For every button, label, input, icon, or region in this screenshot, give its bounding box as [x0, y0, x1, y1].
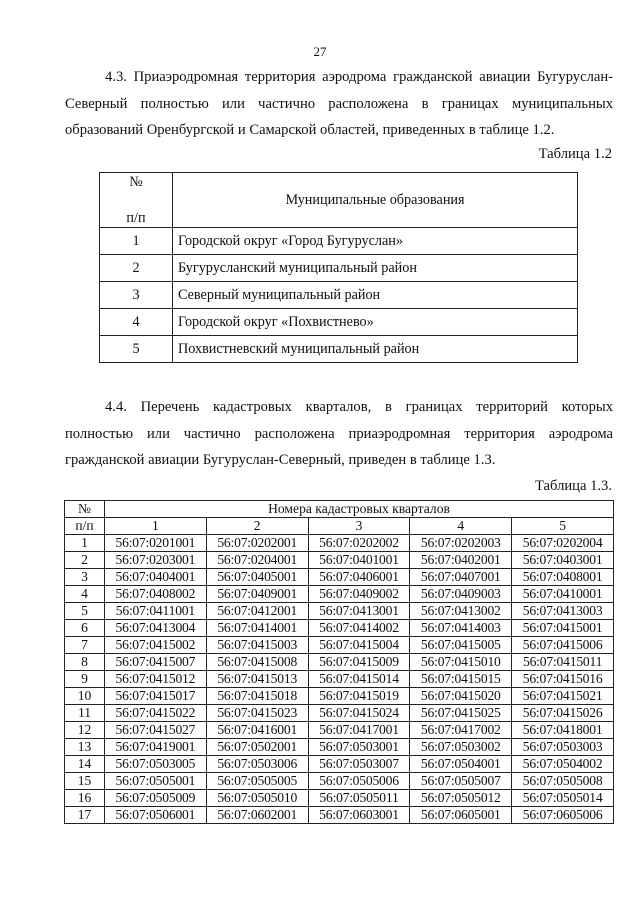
cadastral-quarter-number: 56:07:0413001 [308, 603, 410, 620]
table-row [65, 807, 614, 824]
cadastral-quarter-number: 56:07:0414003 [410, 620, 512, 637]
municipalities-table [99, 172, 578, 363]
cadastral-quarter-number: 56:07:0405001 [206, 569, 308, 586]
row-number: 13 [65, 739, 105, 756]
cadastral-quarter-number: 56:07:0415021 [512, 688, 614, 705]
column-header: 4 [410, 518, 512, 535]
cadastral-quarter-number: 56:07:0415025 [410, 705, 512, 722]
cadastral-quarter-number: 56:07:0409001 [206, 586, 308, 603]
row-number: 10 [65, 688, 105, 705]
municipality-name: Северный муниципальный район [173, 282, 578, 309]
cadastral-quarter-number: 56:07:0602001 [206, 807, 308, 824]
cadastral-quarter-number: 56:07:0415019 [308, 688, 410, 705]
row-number: 3 [65, 569, 105, 586]
table-row [100, 255, 578, 282]
table-1-3-header-num-sign: № [65, 501, 105, 518]
cadastral-quarter-number: 56:07:0505012 [410, 790, 512, 807]
cadastral-quarter-number: 56:07:0415018 [206, 688, 308, 705]
cadastral-quarter-number: 56:07:0414002 [308, 620, 410, 637]
cadastral-quarter-number: 56:07:0413002 [410, 603, 512, 620]
cadastral-quarter-number: 56:07:0415015 [410, 671, 512, 688]
cadastral-quarter-number: 56:07:0505014 [512, 790, 614, 807]
cadastral-quarter-number: 56:07:0415005 [410, 637, 512, 654]
municipality-name: Похвистневский муниципальный район [173, 336, 578, 363]
row-number: 1 [100, 228, 173, 255]
table-row [65, 637, 614, 654]
row-number: 3 [100, 282, 173, 309]
cadastral-quarter-number: 56:07:0505007 [410, 773, 512, 790]
row-number: 11 [65, 705, 105, 722]
cadastral-quarter-number: 56:07:0409002 [308, 586, 410, 603]
cadastral-quarter-number: 56:07:0505001 [105, 773, 207, 790]
row-number: 4 [65, 586, 105, 603]
table-row [65, 535, 614, 552]
cadastral-quarter-number: 56:07:0414001 [206, 620, 308, 637]
table-row [65, 739, 614, 756]
cadastral-quarter-number: 56:07:0415022 [105, 705, 207, 722]
cadastral-quarter-number: 56:07:0415014 [308, 671, 410, 688]
cadastral-quarter-number: 56:07:0415002 [105, 637, 207, 654]
cadastral-quarter-number: 56:07:0415001 [512, 620, 614, 637]
cadastral-quarter-number: 56:07:0503002 [410, 739, 512, 756]
table-row [65, 756, 614, 773]
cadastral-quarter-number: 56:07:0504002 [512, 756, 614, 773]
cadastral-quarter-number: 56:07:0415020 [410, 688, 512, 705]
table-row [100, 282, 578, 309]
cadastral-quarter-number: 56:07:0415026 [512, 705, 614, 722]
cadastral-quarter-number: 56:07:0415017 [105, 688, 207, 705]
cadastral-quarter-number: 56:07:0504001 [410, 756, 512, 773]
cadastral-quarter-number: 56:07:0506001 [105, 807, 207, 824]
cadastral-quarter-number: 56:07:0410001 [512, 586, 614, 603]
cadastral-quarter-number: 56:07:0415013 [206, 671, 308, 688]
cadastral-quarter-number: 56:07:0418001 [512, 722, 614, 739]
cadastral-quarter-number: 56:07:0415027 [105, 722, 207, 739]
row-number: 5 [65, 603, 105, 620]
cadastral-quarter-number: 56:07:0202004 [512, 535, 614, 552]
cadastral-quarter-number: 56:07:0201001 [105, 535, 207, 552]
cadastral-quarter-number: 56:07:0505010 [206, 790, 308, 807]
cadastral-quarter-number: 56:07:0415003 [206, 637, 308, 654]
row-number: 5 [100, 336, 173, 363]
municipality-name: Бугурусланский муниципальный район [173, 255, 578, 282]
cadastral-quarter-number: 56:07:0505005 [206, 773, 308, 790]
cadastral-quarter-number: 56:07:0503005 [105, 756, 207, 773]
cadastral-quarter-number: 56:07:0415016 [512, 671, 614, 688]
table-1-3-header-group: Номера кадастровых кварталов [105, 501, 614, 518]
cadastral-quarter-number: 56:07:0505008 [512, 773, 614, 790]
table-row [65, 552, 614, 569]
table-row [65, 586, 614, 603]
cadastral-quarter-number: 56:07:0503001 [308, 739, 410, 756]
cadastral-quarter-number: 56:07:0503006 [206, 756, 308, 773]
cadastral-quarter-number: 56:07:0503007 [308, 756, 410, 773]
page-number: 27 [313, 44, 327, 59]
cadastral-quarter-number: 56:07:0503003 [512, 739, 614, 756]
cadastral-quarter-number: 56:07:0401001 [308, 552, 410, 569]
cadastral-quarter-number: 56:07:0415023 [206, 705, 308, 722]
row-number: 2 [65, 552, 105, 569]
table-row [100, 228, 578, 255]
cadastral-quarter-number: 56:07:0419001 [105, 739, 207, 756]
table-row [65, 773, 614, 790]
cadastral-quarter-number: 56:07:0402001 [410, 552, 512, 569]
cadastral-quarter-number: 56:07:0502001 [206, 739, 308, 756]
column-header: 2 [206, 518, 308, 535]
table-row [65, 569, 614, 586]
table-row [65, 790, 614, 807]
table-1-2-caption: Таблица 1.2 [538, 146, 612, 162]
cadastral-quarter-number: 56:07:0417001 [308, 722, 410, 739]
header-num-sign: № [129, 174, 143, 190]
table-row [65, 705, 614, 722]
table-row [65, 722, 614, 739]
cadastral-quarter-number: 56:07:0203001 [105, 552, 207, 569]
cadastral-quarter-number: 56:07:0409003 [410, 586, 512, 603]
section-4-3-text: 4.3. Приаэродромная территория аэродрома гражданской авиации Бугуруслан-Северный полностью или частично расположена в границах муниципальных образований Оренбургской и Самарской областей, приведенных в таблице 1.2. [65, 69, 613, 138]
cadastral-quarter-number: 56:07:0417002 [410, 722, 512, 739]
cadastral-quarter-number: 56:07:0413003 [512, 603, 614, 620]
cadastral-quarter-number: 56:07:0415024 [308, 705, 410, 722]
row-number: 4 [100, 309, 173, 336]
cadastral-quarter-number: 56:07:0415004 [308, 637, 410, 654]
table-row [65, 620, 614, 637]
cadastral-quarter-number: 56:07:0415010 [410, 654, 512, 671]
cadastral-quarter-number: 56:07:0605001 [410, 807, 512, 824]
cadastral-quarter-number: 56:07:0505006 [308, 773, 410, 790]
row-number: 7 [65, 637, 105, 654]
row-number: 1 [65, 535, 105, 552]
cadastral-quarter-number: 56:07:0415012 [105, 671, 207, 688]
column-header: 3 [308, 518, 410, 535]
cadastral-quarter-number: 56:07:0408001 [512, 569, 614, 586]
row-number: 17 [65, 807, 105, 824]
cadastral-quarter-number: 56:07:0404001 [105, 569, 207, 586]
municipality-name: Городской округ «Город Бугуруслан» [173, 228, 578, 255]
cadastral-quarter-number: 56:07:0204001 [206, 552, 308, 569]
cadastral-quarter-number: 56:07:0412001 [206, 603, 308, 620]
municipality-name: Городской округ «Похвистнево» [173, 309, 578, 336]
table-row [100, 336, 578, 363]
cadastral-quarters-table [64, 500, 614, 824]
cadastral-quarter-number: 56:07:0415011 [512, 654, 614, 671]
cadastral-quarter-number: 56:07:0505009 [105, 790, 207, 807]
cadastral-quarter-number: 56:07:0407001 [410, 569, 512, 586]
table-1-3-header-num-pp: п/п [65, 518, 105, 535]
table-row [65, 603, 614, 620]
cadastral-quarter-number: 56:07:0415008 [206, 654, 308, 671]
section-4-4-text: 4.4. Перечень кадастровых кварталов, в границах территорий которых полностью или частично расположена приаэродромная территория аэродрома гражданской авиации Бугуруслан-Северный, приведен в таблице 1.3. [65, 399, 613, 468]
cadastral-quarter-number: 56:07:0415006 [512, 637, 614, 654]
cadastral-quarter-number: 56:07:0413004 [105, 620, 207, 637]
cadastral-quarter-number: 56:07:0415007 [105, 654, 207, 671]
column-header: 1 [105, 518, 207, 535]
row-number: 9 [65, 671, 105, 688]
table-row [65, 654, 614, 671]
row-number: 6 [65, 620, 105, 637]
row-number: 12 [65, 722, 105, 739]
row-number: 8 [65, 654, 105, 671]
cadastral-quarter-number: 56:07:0202003 [410, 535, 512, 552]
cadastral-quarter-number: 56:07:0415009 [308, 654, 410, 671]
cadastral-quarter-number: 56:07:0202002 [308, 535, 410, 552]
cadastral-quarter-number: 56:07:0411001 [105, 603, 207, 620]
table-1-3-caption: Таблица 1.3. [534, 478, 612, 494]
row-number: 2 [100, 255, 173, 282]
table-1-2-header-num [100, 173, 173, 228]
cadastral-quarter-number: 56:07:0505011 [308, 790, 410, 807]
cadastral-quarter-number: 56:07:0603001 [308, 807, 410, 824]
table-row [100, 309, 578, 336]
row-number: 15 [65, 773, 105, 790]
column-header: 5 [512, 518, 614, 535]
cadastral-quarter-number: 56:07:0202001 [206, 535, 308, 552]
table-row [65, 671, 614, 688]
cadastral-quarter-number: 56:07:0416001 [206, 722, 308, 739]
table-1-2-header-name: Муниципальные образования [173, 173, 578, 228]
header-num-pp: п/п [126, 210, 146, 226]
cadastral-quarter-number: 56:07:0406001 [308, 569, 410, 586]
row-number: 16 [65, 790, 105, 807]
row-number: 14 [65, 756, 105, 773]
cadastral-quarter-number: 56:07:0605006 [512, 807, 614, 824]
table-row [65, 688, 614, 705]
cadastral-quarter-number: 56:07:0403001 [512, 552, 614, 569]
cadastral-quarter-number: 56:07:0408002 [105, 586, 207, 603]
